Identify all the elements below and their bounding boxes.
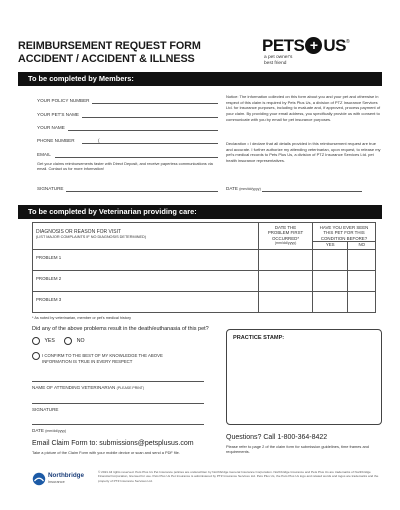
tagline-line2: best friend (264, 60, 287, 66)
problems-table (32, 222, 376, 313)
email-label: EMAIL (37, 152, 51, 157)
phone-number-field[interactable] (82, 143, 218, 144)
col-diagnosis-header (33, 223, 259, 250)
col-no-header: NO (348, 241, 376, 249)
member-signature-field[interactable] (66, 191, 218, 192)
col-seen-line2: THIS PET FOR THIS (323, 230, 365, 236)
table-row (33, 249, 376, 270)
vet-signature-field[interactable] (32, 403, 204, 404)
confirm-line1: I CONFIRM TO THE BEST OF MY KNOWLEDGE THE ABOVE (42, 353, 163, 358)
table-row (33, 270, 376, 291)
logo-plus-icon: + (305, 37, 322, 54)
northbridge-word: Northbridge (48, 472, 85, 479)
problem-3-yes-cell[interactable] (313, 291, 348, 312)
death-no-radio[interactable] (64, 337, 72, 345)
member-date-format: (mm/dd/yyyy) (239, 187, 261, 191)
vet-signature-label: SIGNATURE (32, 407, 59, 412)
pet-name-field[interactable] (82, 117, 218, 118)
phone-number-label: PHONE NUMBER (37, 138, 75, 143)
logo-trademark: ® (346, 39, 350, 45)
col-seen-header (313, 223, 376, 242)
email-field[interactable] (55, 157, 218, 158)
vet-date-field[interactable] (32, 424, 204, 425)
col-date-line3: OCCURRED* (271, 235, 300, 241)
col-date-header (259, 223, 313, 250)
vet-date-text: DATE (32, 428, 44, 433)
logo-word-right: US (323, 36, 347, 55)
table-footnote: * As noted by veterinarian, member or pet's medical history (32, 316, 132, 320)
vet-name-label (32, 385, 144, 390)
policy-number-label: YOUR POLICY NUMBER (37, 98, 90, 103)
tagline-line1: a pet owner's (264, 55, 293, 60)
problem-1-yes-cell[interactable] (313, 249, 348, 270)
form-title-line1: REIMBURSEMENT REQUEST FORM (18, 40, 201, 52)
pet-name-label: YOUR PET'S NAME (37, 112, 79, 117)
your-name-field[interactable] (68, 130, 218, 131)
form-title (18, 40, 201, 66)
table-header-row (33, 223, 376, 242)
death-answer-group (32, 337, 85, 345)
privacy-notice: Notice: The information collected on this form about you and your pet and otherwise in respect of this claim is required by Pets Plus Us, a division of PTZ Insurance Services Ltd. for insurance purposes, including to evaluate and, if approved, process payment of your claim. By providing your email address, you specifically provide us with consent to communicate with you by email for pet insurance purposes. (226, 94, 381, 122)
logo-tagline (264, 55, 292, 66)
practice-stamp-label: PRACTICE STAMP: (233, 335, 285, 341)
col-date-line1: DATE THE (274, 225, 297, 230)
member-date-text: DATE (226, 186, 238, 191)
email-claim-subtext: Take a picture of the Claim Form with your mobile device or scan and send a PDF file. (32, 450, 180, 455)
vet-name-text: NAME OF ATTENDING VETERINARIAN (32, 385, 116, 390)
member-date-label (226, 186, 261, 191)
vet-name-hint: (PLEASE PRINT) (116, 386, 145, 390)
northbridge-mark-icon (32, 472, 46, 486)
problem-2-yes-cell[interactable] (313, 270, 348, 291)
declaration-text: Declaration • I declare that all details provided in this reimbursement request are true and accurate. I further authorize my attending veterinarian, upon request, to release my pet's medical records to Pets Plus Us, a division of PTZ Insurance Services Ltd. pet health insurance representatives. (226, 141, 381, 164)
col-seen-line1: HAVE YOU EVER SEEN (319, 225, 369, 230)
members-section-bar: To be completed by Members: (18, 72, 382, 86)
member-signature-label: SIGNATURE (37, 186, 64, 191)
your-name-label: YOUR NAME (37, 125, 65, 130)
confirm-line2: INFORMATION IS TRUE IN EVERY RESPECT (42, 359, 133, 364)
email-claim-text: Email Claim Form to: submissions@petsplusus.com (32, 440, 194, 447)
problem-1-cell[interactable]: PROBLEM 1 (33, 249, 259, 270)
problem-1-date-cell[interactable] (259, 249, 313, 270)
northbridge-logo (32, 470, 90, 488)
vet-date-label (32, 428, 66, 433)
questions-call-text: Questions? Call 1-800-364-8422 (226, 434, 328, 441)
northbridge-sub: Insurance (48, 480, 65, 484)
col-seen-line3: CONDITION BEFORE? (320, 235, 368, 241)
legal-text: © 2021 All rights reserved. Pets Plus Us Pet Insurance policies are underwritten by Northbridge General Insurance Corporation. Northbridge Insurance and Pets Plus Us are trademarks of Northbridge Financial Corporation, licensed for use. Pets Plus Us Pet Insurance is administered by PTZ Insurance Services Ltd. Pets Plus Us, the Pets Plus Us logo and related words and logos are trademarks and the property of PTZ Insurance Services Ltd. (98, 470, 379, 483)
problem-2-no-cell[interactable] (348, 270, 376, 291)
problem-1-no-cell[interactable] (348, 249, 376, 270)
form-title-line2: ACCIDENT / ACCIDENT & ILLNESS (18, 53, 195, 65)
policy-number-field[interactable] (92, 103, 218, 104)
problem-3-cell[interactable]: PROBLEM 3 (33, 291, 259, 312)
member-date-field[interactable] (262, 191, 362, 192)
phone-area-paren: ( (98, 138, 100, 143)
problem-2-cell[interactable]: PROBLEM 2 (33, 270, 259, 291)
death-question: Did any of the above problems result in the death/euthanasia of this pet? (32, 326, 209, 332)
problem-2-date-cell[interactable] (259, 270, 313, 291)
vet-name-field[interactable] (32, 381, 204, 382)
confirm-text (42, 353, 163, 365)
col-date-line2: PROBLEM FIRST (267, 230, 304, 236)
death-yes-radio[interactable] (32, 337, 40, 345)
problem-3-date-cell[interactable] (259, 291, 313, 312)
confirm-radio[interactable] (32, 352, 40, 360)
vet-section-bar: To be completed by Veterinarian providing care: (18, 205, 382, 219)
death-no-label: NO (76, 338, 85, 345)
col-date-format: (mm/dd/yyyy) (274, 240, 297, 245)
death-yes-label: YES (44, 338, 55, 345)
logo-word-left: PETS (262, 36, 305, 55)
problem-3-no-cell[interactable] (348, 291, 376, 312)
col-yes-header: YES (313, 241, 348, 249)
col-diagnosis-subtitle: (LIST MAJOR COMPLAINTS IF NO DIAGNOSIS DETERMINED) (36, 235, 147, 239)
guidelines-text: Please refer to page 2 of the claim form for submission guidelines, time frames and requirements. (226, 444, 369, 454)
pets-plus-us-logo (262, 36, 382, 70)
col-diagnosis-title: DIAGNOSIS OR REASON FOR VISIT (36, 229, 122, 235)
table-row (33, 291, 376, 312)
practice-stamp-box[interactable] (226, 329, 382, 425)
vet-date-format: (mm/dd/yyyy) (45, 429, 67, 433)
direct-deposit-note: Get your claims reimbursements faster with Direct Deposit, and receive paperless communications via email. Contact us for more information! (37, 161, 213, 171)
